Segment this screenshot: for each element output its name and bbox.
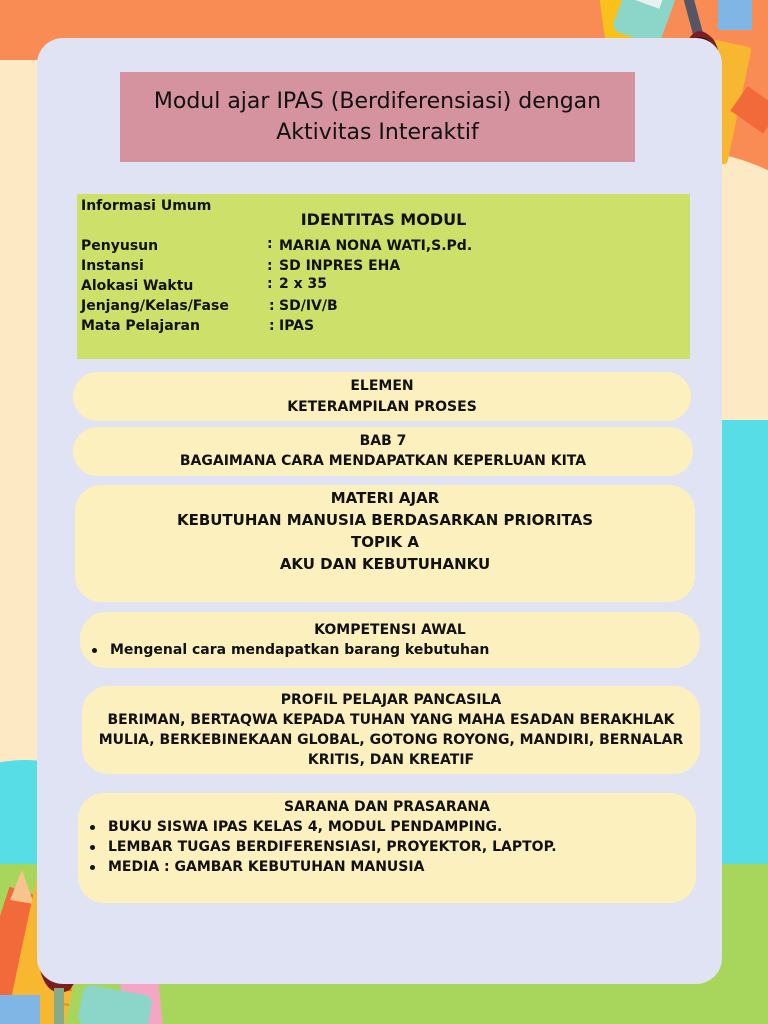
info-label: Jenjang/Kelas/Fase	[81, 298, 229, 314]
section-heading: ELEMEN	[350, 378, 414, 394]
list-item: MEDIA : GAMBAR KEBUTUHAN MANUSIA	[78, 857, 696, 877]
info-separator: :	[269, 318, 275, 334]
section-text: KETERAMPILAN PROSES	[287, 399, 477, 415]
info-row-penyusun	[81, 236, 681, 256]
facilities-section	[78, 793, 696, 903]
section-heading: KOMPETENSI AWAL	[314, 622, 466, 638]
section-text: AKU DAN KEBUTUHANKU	[279, 555, 491, 573]
section-heading: SARANA DAN PRASARANA	[284, 799, 490, 815]
info-heading: Informasi Umum	[81, 198, 212, 214]
section-text: KRITIS, DAN KREATIF	[307, 752, 475, 768]
chapter-section	[73, 427, 693, 476]
section-text: TOPIK A	[350, 533, 419, 551]
info-separator: :	[267, 258, 273, 274]
elemen-section	[73, 372, 691, 421]
list-item: LEMBAR TUGAS BERDIFERENSIASI, PROYEKTOR, LAPTOP.	[78, 837, 696, 857]
facilities-list	[78, 817, 696, 877]
info-row-jenjang	[81, 296, 681, 316]
title-line-2: Aktivitas Interaktif	[276, 120, 479, 145]
section-text: BERIMAN, BERTAQWA KEPADA TUHAN YANG MAHA ESADAN BERAKHLAK	[107, 712, 675, 728]
info-row-alokasi-waktu	[81, 276, 681, 296]
info-label: Instansi	[81, 258, 144, 274]
section-text: BAGAIMANA CARA MENDAPATKAN KEPERLUAN KITA	[179, 453, 587, 469]
title-line-1: Modul ajar IPAS (Berdiferensiasi) dengan	[153, 89, 602, 114]
info-separator: :	[269, 298, 275, 314]
teaching-material-section	[75, 485, 695, 602]
identity-heading: IDENTITAS MODUL	[300, 210, 467, 229]
info-label: Penyusun	[81, 238, 159, 254]
info-value: IPAS	[279, 318, 315, 334]
list-item: BUKU SISWA IPAS KELAS 4, MODUL PENDAMPING.	[78, 817, 696, 837]
info-label: Alokasi Waktu	[81, 278, 194, 294]
section-heading: BAB 7	[359, 433, 407, 449]
section-heading: MATERI AJAR	[330, 489, 440, 507]
initial-competence-section	[80, 612, 700, 668]
info-row-mata-pelajaran	[81, 316, 681, 336]
section-heading: PROFIL PELAJAR PANCASILA	[280, 692, 502, 708]
info-label: Mata Pelajaran	[81, 318, 200, 334]
list-item: Mengenal cara mendapatkan barang kebutuhan	[80, 640, 700, 660]
info-separator: :	[267, 276, 273, 292]
section-text: KEBUTUHAN MANUSIA BERDASARKAN PRIORITAS	[176, 511, 594, 529]
info-value: 2 x 35	[279, 276, 328, 292]
info-value: MARIA NONA WATI,S.Pd.	[279, 238, 473, 254]
section-text: MULIA, BERKEBINEKAAN GLOBAL, GOTONG ROYONG, MANDIRI, BERNALAR	[98, 732, 684, 748]
pancasila-profile-section	[82, 686, 700, 774]
general-info-section	[77, 194, 690, 359]
info-row-instansi	[81, 256, 681, 276]
module-title	[120, 72, 635, 162]
competence-list	[80, 640, 700, 660]
info-value: SD INPRES EHA	[279, 258, 401, 274]
info-value: SD/IV/B	[279, 298, 338, 314]
info-separator: :	[267, 236, 273, 252]
